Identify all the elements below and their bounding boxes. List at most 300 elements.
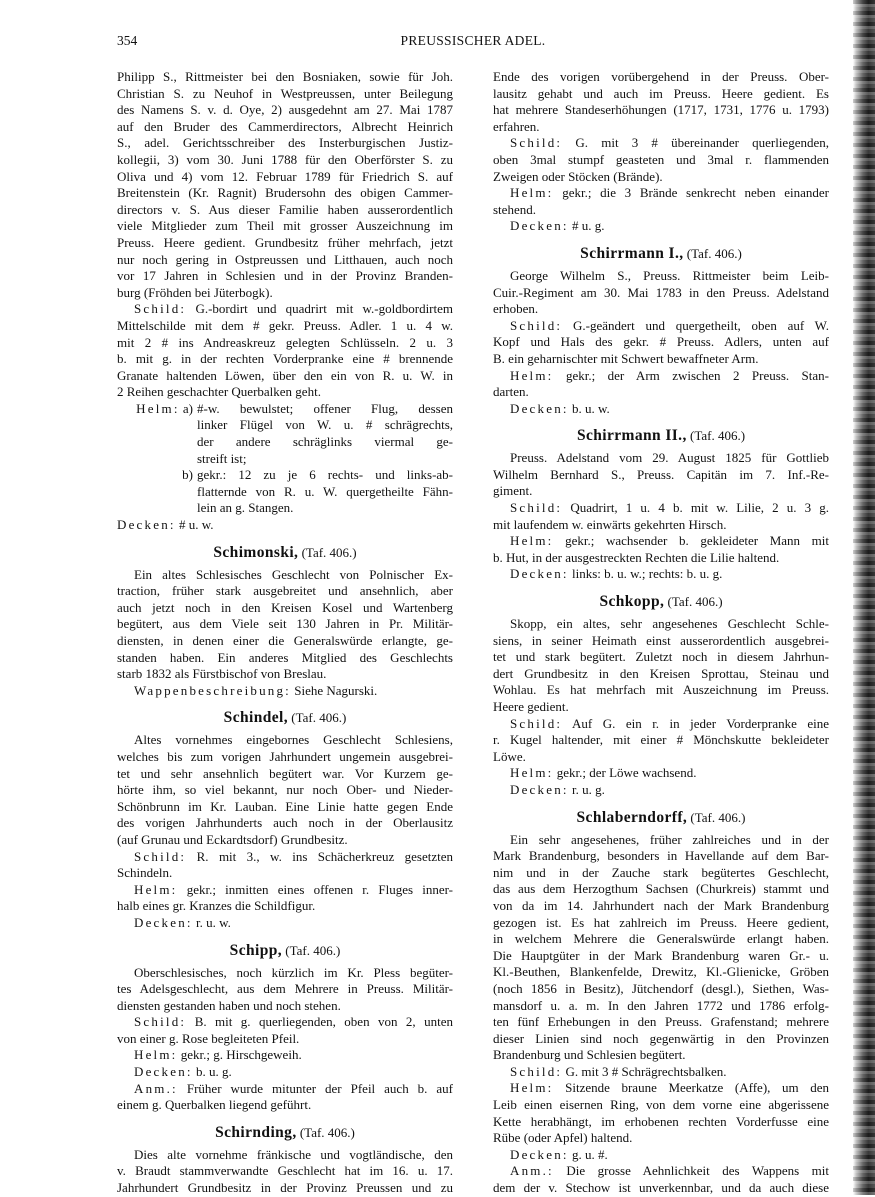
page-number: 354 [117,33,138,48]
text-line [493,533,829,550]
line-text: des Namens S. v. d. Oye, 2) ausgedehnt am 27. Mai 1787 [117,102,453,118]
field-label: Decken: [510,400,569,416]
line-text: Oliva und 4) vom 12. Februar 1789 für Friedrich S. auf [117,168,453,184]
line-text: hörte ihm, so viel bekannt, nur noch Ober- und Nieder- [117,782,453,798]
item-marker: a) [182,400,193,416]
line-text: gezogen ist. Es hat zahlreich im Preuss. Heere gedient, [493,914,829,930]
line-text: gekr.; der Arm zwischen 2 Preuss. Stan- [565,367,829,383]
paragraph [117,882,453,915]
text-line [493,682,829,699]
line-text: r. Kugel haltender, mit einer # Mönchskutte bekleideter [493,732,829,748]
field-label: Schild: [510,317,563,333]
field-label: Decken: [510,566,569,582]
paragraph [493,1080,829,1146]
running-title: PREUSSISCHER ADEL. [400,33,546,48]
line-text: oben 3mal stumpf geasteten und 3mal r. flammenden [493,151,829,167]
text-line [117,285,453,302]
text-line [493,318,829,335]
plate-reference: (Taf. 406.) [686,245,742,261]
line-text: #-w. bewulstet; offener Flug, dessen [197,400,453,416]
paragraph [493,185,829,218]
text-line [117,119,453,136]
field-label: Decken: [134,914,193,930]
text-line [493,616,829,633]
text-line [117,1163,453,1180]
text-line [117,815,453,832]
line-text: tet und sehr ansehnlich begütert war. Vor Kurzem ge- [117,765,453,781]
text-line [197,467,453,484]
line-text: gekr.; wachsender b. gekleideter Mann mit [565,533,829,549]
text-line [117,749,453,766]
line-text: das aus dem Herzogthum Sachsen (Churkreis) stammt und [493,881,829,897]
text-line [493,1064,829,1081]
line-text: Kl.-Beuthen, Blankenfelde, Drewitz, Kl.-Glienicke, Gröben [493,964,829,980]
text-line [117,666,453,683]
text-line [197,401,453,418]
paragraph [493,69,829,135]
text-line [493,1180,829,1197]
line-text: Schönbrunn im Kr. Lauban. Eine Linie hatte gegen Ende [117,798,453,814]
line-text: erfahren. [493,118,540,134]
text-line [493,832,829,849]
field-label: Anm.: [510,1163,554,1179]
paragraph [117,1014,453,1047]
plate-reference: (Taf. 406.) [301,544,357,560]
text-line [493,351,829,368]
text-line [493,633,829,650]
line-text: Zweigen oder Stöcken (Brände). [493,168,663,184]
family-name: Schindel, [223,709,289,727]
field-label: Helm: [136,400,180,416]
text-line [493,185,829,202]
text-line [493,1114,829,1131]
text-line [117,1097,453,1114]
scan-edge-shadow [853,0,875,1195]
paragraph [117,1081,453,1114]
entry-heading [493,587,829,616]
paragraph [493,616,829,716]
field-label: Helm: [510,533,554,549]
line-text: Leib einen eisernen Ring, von dem vorne eine abgerissene [493,1097,829,1113]
field-label: Decken: [134,1064,193,1080]
line-text: Früher wurde mitunter der Pfeil auch b. auf [186,1080,454,1096]
line-text: Ende des vorigen vorübergehend in der Preuss. Ober- [493,69,829,84]
line-text: Heere gedient. [493,699,569,714]
field-label: Schild: [510,1063,563,1079]
line-text: mit laufendem w. einwärts gekehrten Hirsch. [493,516,727,532]
field-label: Schild: [134,1014,187,1030]
line-text: G. mit 3 # Schrägrechtsbalken. [565,1063,727,1079]
field-label: Decken: [510,1146,569,1162]
text-line [117,218,453,235]
text-line [493,500,829,517]
line-text: traction, früher stark ausgebreitet und ansehnlich, aber [117,583,453,599]
text-line [117,202,453,219]
line-text: links: b. u. w.; rechts: b. u. g. [571,566,723,582]
line-text: r. u. g. [571,781,605,797]
helm-description [117,401,453,517]
right-column [493,69,829,1197]
text-line [117,301,453,318]
text-line [117,335,453,352]
line-text: # u. w. [178,517,214,533]
text-line [493,948,829,965]
field-label: Schild: [134,848,187,864]
line-text: Auf G. ein r. in jeder Vorderpranke eine [572,715,829,731]
field-label: Schild: [510,135,563,151]
line-text: diensten, in denen einer die Generalswürde erlangte, ge- [117,633,453,648]
paragraph [493,450,829,500]
text-line [117,318,453,335]
text-line [493,848,829,865]
line-text: Breitenstein (Kr. Ragnit) Brudersohn des obigen Cammer- [117,185,453,201]
text-line [493,566,829,583]
text-line [117,102,453,119]
line-text: stehend. [493,201,536,217]
text-line [493,749,829,766]
text-line [117,832,453,849]
line-text: diensten gestanden haben und noch stehen. [117,997,341,1013]
plate-reference: (Taf. 406.) [285,942,341,958]
helm-text [197,401,453,467]
paragraph [117,849,453,882]
text-line [493,218,829,235]
text-line [117,799,453,816]
text-line [493,732,829,749]
plate-reference: (Taf. 406.) [667,594,723,610]
text-line [117,583,453,600]
text-line [493,450,829,467]
text-line [493,998,829,1015]
paragraph [493,765,829,782]
line-text: dem der v. Stechow ist unverkennbar, und da auch diese [493,1180,829,1196]
paragraph [493,401,829,418]
field-label: Decken: [510,218,569,234]
entry-heading [117,703,453,732]
line-text: Siehe Nagurski. [294,682,378,698]
paragraph [117,517,453,534]
line-text: B. mit g. querliegenden, oben von 2, unten [194,1014,453,1030]
paragraph [117,965,453,1015]
text-line [493,1097,829,1114]
field-label: Helm: [134,1047,178,1063]
text-line [117,616,453,633]
line-text: siens, in seiner Heimath einst ausserordentlich ausgebrei- [493,632,829,648]
text-line [493,135,829,152]
text-line [117,1014,453,1031]
text-line [197,500,453,517]
text-line [493,119,829,136]
line-text: b. mit g. in der rechten Vorderpranke eine # brennende [117,351,453,367]
line-text: von da im 14. Jahrhundert nach der Mark Brandenburg [493,897,829,913]
text-line [493,1014,829,1031]
line-text: (auf Grunau und Eckardtsdorf) Grundbesitz. [117,831,348,847]
field-label: Schild: [134,301,187,317]
line-text: flatternde von R. u. W. quergetheilte Fähn- [197,483,453,499]
line-text: G. mit 3 # übereinander querliegenden, [575,135,829,151]
line-text: Philipp S., Rittmeister bei den Bosniaken, sowie für Joh. [117,69,453,84]
line-text: gekr.; inmitten eines offenen r. Fluges inner- [186,881,454,897]
plate-reference: (Taf. 406.) [689,428,746,444]
text-line [493,285,829,302]
line-text: gekr.; die 3 Brände senkrecht neben einander [562,185,829,201]
line-text: starb 1832 als Fürstbischof von Breslau. [117,666,327,682]
text-line [197,417,453,434]
paragraph [493,1147,829,1164]
line-text: halb eines gr. Kranzes die Schildfigur. [117,898,316,914]
line-text: vor 17 Jahren in Schlesien und in der Provinz Branden- [117,268,453,284]
line-text: mansdorf u. a. m. In den Jahren 1772 und 1786 erfolg- [493,997,829,1013]
line-text: Dies alte vornehme fränkische und vogtländische, den [134,1146,453,1162]
text-line [117,1031,453,1048]
text-line [117,650,453,667]
line-text: gekr.; der Löwe wachsend. [556,765,697,781]
text-line [117,998,453,1015]
paragraph [117,301,453,401]
entry-heading [493,239,829,268]
line-text: gekr.: 12 zu je 6 rechts- und links-ab- [197,467,453,483]
paragraph [117,1147,453,1197]
field-label: Helm: [510,765,554,781]
line-text: burg (Fröhden bei Jüterbogk). [117,284,273,300]
text-line [117,782,453,799]
line-text: Mittelschilde mit dem # gekr. Preuss. Adler. 1 u. 4 w. [117,317,453,333]
entry-heading [117,1118,453,1147]
text-line [117,235,453,252]
field-label: Decken: [510,781,569,797]
paragraph [117,732,453,848]
line-text: Wilhelm Bernhard S., Preuss. Capitän im 7. Inf.-Re- [493,466,829,482]
text-line [493,716,829,733]
line-text: giment. [493,483,533,499]
line-text: Ein altes Schlesisches Geschlecht von Polnischer Ex- [134,566,453,582]
plate-reference: (Taf. 406.) [690,809,746,825]
text-line [117,882,453,899]
text-line [493,550,829,567]
line-text: viele Mitglieder zum Theil mit grosser Auszeichnung im [117,218,453,234]
line-text: Brandenburg und Schlesien begütert. [493,1047,686,1063]
line-text: R. mit 3., w. ins Schächerkreuz gesetzten [196,848,454,864]
paragraph [117,69,453,301]
paragraph [117,567,453,683]
text-line [117,1081,453,1098]
text-line [117,1047,453,1064]
text-line [493,1047,829,1064]
text-line [197,484,453,501]
paragraph [493,218,829,235]
text-line [117,384,453,401]
field-label: Anm.: [134,1080,178,1096]
line-text: der andere schräglinks viermal ge- [197,434,453,450]
text-line [493,401,829,418]
line-text: b. u. g. [195,1064,232,1080]
text-line [493,699,829,716]
line-text: Mark Brandenburg, besonders in Havellande auf dem Bar- [493,848,829,864]
helm-item [117,467,453,517]
helm-item [117,401,453,467]
text-line [493,765,829,782]
line-text: g. u. #. [571,1146,608,1162]
line-text: in welchem Mehrere die Generalswürde erlangt haben. [493,931,829,947]
line-text: dieser Linien sind noch gegenwärtig in den Provinzen [493,1030,829,1046]
line-text: Skopp, ein altes, sehr angesehenes Geschlecht Schle- [510,616,829,632]
field-label: Decken: [117,517,176,533]
text-line [117,567,453,584]
text-line [117,185,453,202]
helm-marker [117,401,197,467]
paragraph [493,566,829,583]
text-line [117,732,453,749]
line-text: auch jetzt noch in den Kreisen Kosel und Wartenberg [117,599,453,615]
text-line [493,483,829,500]
line-text: Sitzende braune Meerkatze (Affe), um den [565,1080,829,1096]
line-text: Schindeln. [117,865,173,881]
text-line [493,1163,829,1180]
text-line [117,152,453,169]
line-text: S., adel. Gerichtsschreiber des Insterburgischen Justiz- [117,135,453,151]
text-line [117,86,453,103]
paragraph [493,135,829,185]
text-line [493,1147,829,1164]
text-line [493,69,829,86]
paragraph [117,1047,453,1064]
line-text: kollegii, 3) vom 30. Juni 1788 für den Oberförster S. zu [117,151,453,167]
text-line [117,252,453,269]
page-header [117,33,829,51]
item-marker: b) [182,467,193,483]
line-text: Oberschlesisches, noch kürzlich im Kr. Pless begüter- [134,964,453,980]
entry-heading [117,936,453,965]
line-text: einem g. Querbalken liegend geführt. [117,1097,312,1113]
text-line [493,368,829,385]
text-line [117,915,453,932]
text-line [493,268,829,285]
line-text: (noch 1856 in Besitz), Jütchendorf (desgl.), Siethen, Was- [493,980,829,996]
entry-heading [493,803,829,832]
family-name: Schirnding, [215,1123,297,1141]
text-line [493,782,829,799]
text-line [493,384,829,401]
text-line [117,268,453,285]
paragraph [493,782,829,799]
text-line [117,368,453,385]
paragraph [493,716,829,766]
line-text: Wohlau. Es hat mehrfach mit Auszeichnung im Preuss. [493,682,829,698]
field-label: Helm: [134,881,178,897]
family-name: Schlaberndorff, [576,808,688,826]
line-text: Cuir.-Regiment am 30. Mai 1783 in den Preuss. Adelstand [493,284,829,300]
line-text: nim und in der Zauche stark begütertes Geschlecht, [493,864,829,880]
text-line [493,915,829,932]
text-line [117,169,453,186]
entry-heading [493,421,829,450]
text-line [493,467,829,484]
line-text: Rübe (oder Apfel) haltend. [493,1130,633,1146]
line-text: des vorigen Jahrhunderts auch noch in der Oberlausitz [117,815,453,831]
text-line [117,865,453,882]
line-text: Die Hauptgüter in der Mark Brandenburg waren Gr.- u. [493,947,829,963]
paragraph [493,1064,829,1081]
plate-reference: (Taf. 406.) [291,710,347,726]
plate-reference: (Taf. 406.) [299,1124,355,1140]
line-text: Preuss. Heere gedient. Grundbesitz früher mehrfach, jetzt [117,234,453,250]
line-text: Kopf und Hals des gekr. # Preuss. Adlers, unten auf [493,334,829,350]
text-line [493,517,829,534]
text-line [493,931,829,948]
family-name: Schipp, [229,941,283,959]
text-line [493,102,829,119]
paragraph [493,1163,829,1196]
line-text: hat mehrere Standeserhöhungen (1717, 1731, 1776 u. 1793) [493,102,829,118]
text-line [197,434,453,451]
text-line [493,1080,829,1097]
field-label: Helm: [510,367,554,383]
line-text: Quadrirt, 1 u. 4 b. mit w. Lilie, 2 u. 3 g. [570,500,830,516]
line-text: gekr.; g. Hirschgeweih. [180,1047,302,1063]
paragraph [117,683,453,700]
text-line [493,964,829,981]
line-text: B. ein geharnischter mit Schwert bewaffneter Arm. [493,350,759,366]
text-line [493,152,829,169]
family-name: Schirrmann I., [580,244,684,262]
left-column [117,69,453,1197]
line-text: Granate haltenden Löwen, über den ein von R. u. W. in [117,367,453,383]
paragraph [117,1064,453,1081]
text-line [117,683,453,700]
line-text: Altes vornehmes eingebornes Geschlecht Schlesiens, [134,732,453,748]
line-text: 2 Reihen geschachter Querbalken geht. [117,384,321,400]
text-line [493,981,829,998]
line-text: streift ist; [197,450,247,466]
paragraph [493,832,829,1064]
field-label: Helm: [510,1080,554,1096]
line-text: erhoben. [493,301,539,317]
paragraph [493,500,829,533]
field-label: Schild: [510,500,563,516]
line-text: G.-bordirt und quadrirt mit w.-goldbordirtem [195,301,453,317]
line-text: begütert, aus dem Viele seit 130 Jahren in Pr. Militär- [117,616,453,632]
line-text: Ein sehr angesehenes, früher zahlreiches und in der [510,831,829,847]
line-text: Christian S. zu Neuhof in Westpreussen, unter Beilegung [117,85,453,101]
line-text: Die grosse Aehnlichkeit des Wappens mit [566,1163,829,1179]
line-text: G.-geändert und quergetheilt, oben auf W. [573,317,830,333]
text-line [117,1180,453,1197]
line-text: nur noch gering in Ostpreussen und Litthauen, auch noch [117,251,453,267]
line-text: tet und stark begütert. Zuletzt noch in diesem Jahrhun- [493,649,829,665]
line-text: ten fünf Erhebungen in den Preuss. Grafenstand; mehrere [493,1014,829,1030]
paragraph [493,533,829,566]
text-line [117,766,453,783]
line-text: dert Grundbesitz in den Kreisen Sprottau, Steinau und [493,665,829,681]
line-text: Löwe. [493,748,526,764]
text-line [493,334,829,351]
text-line [117,981,453,998]
field-label: Wappenbeschreibung: [134,682,291,698]
text-line [493,898,829,915]
text-line [493,881,829,898]
text-line [117,69,453,86]
text-line [493,169,829,186]
paragraph [117,915,453,932]
line-text: George Wilhelm S., Preuss. Rittmeister beim Leib- [510,267,829,283]
field-label: Schild: [510,715,563,731]
line-text: b. u. w. [571,400,610,416]
text-line [117,633,453,650]
text-line [117,351,453,368]
line-text: r. u. w. [195,914,231,930]
paragraph [493,368,829,401]
family-name: Schirrmann II., [576,427,687,445]
